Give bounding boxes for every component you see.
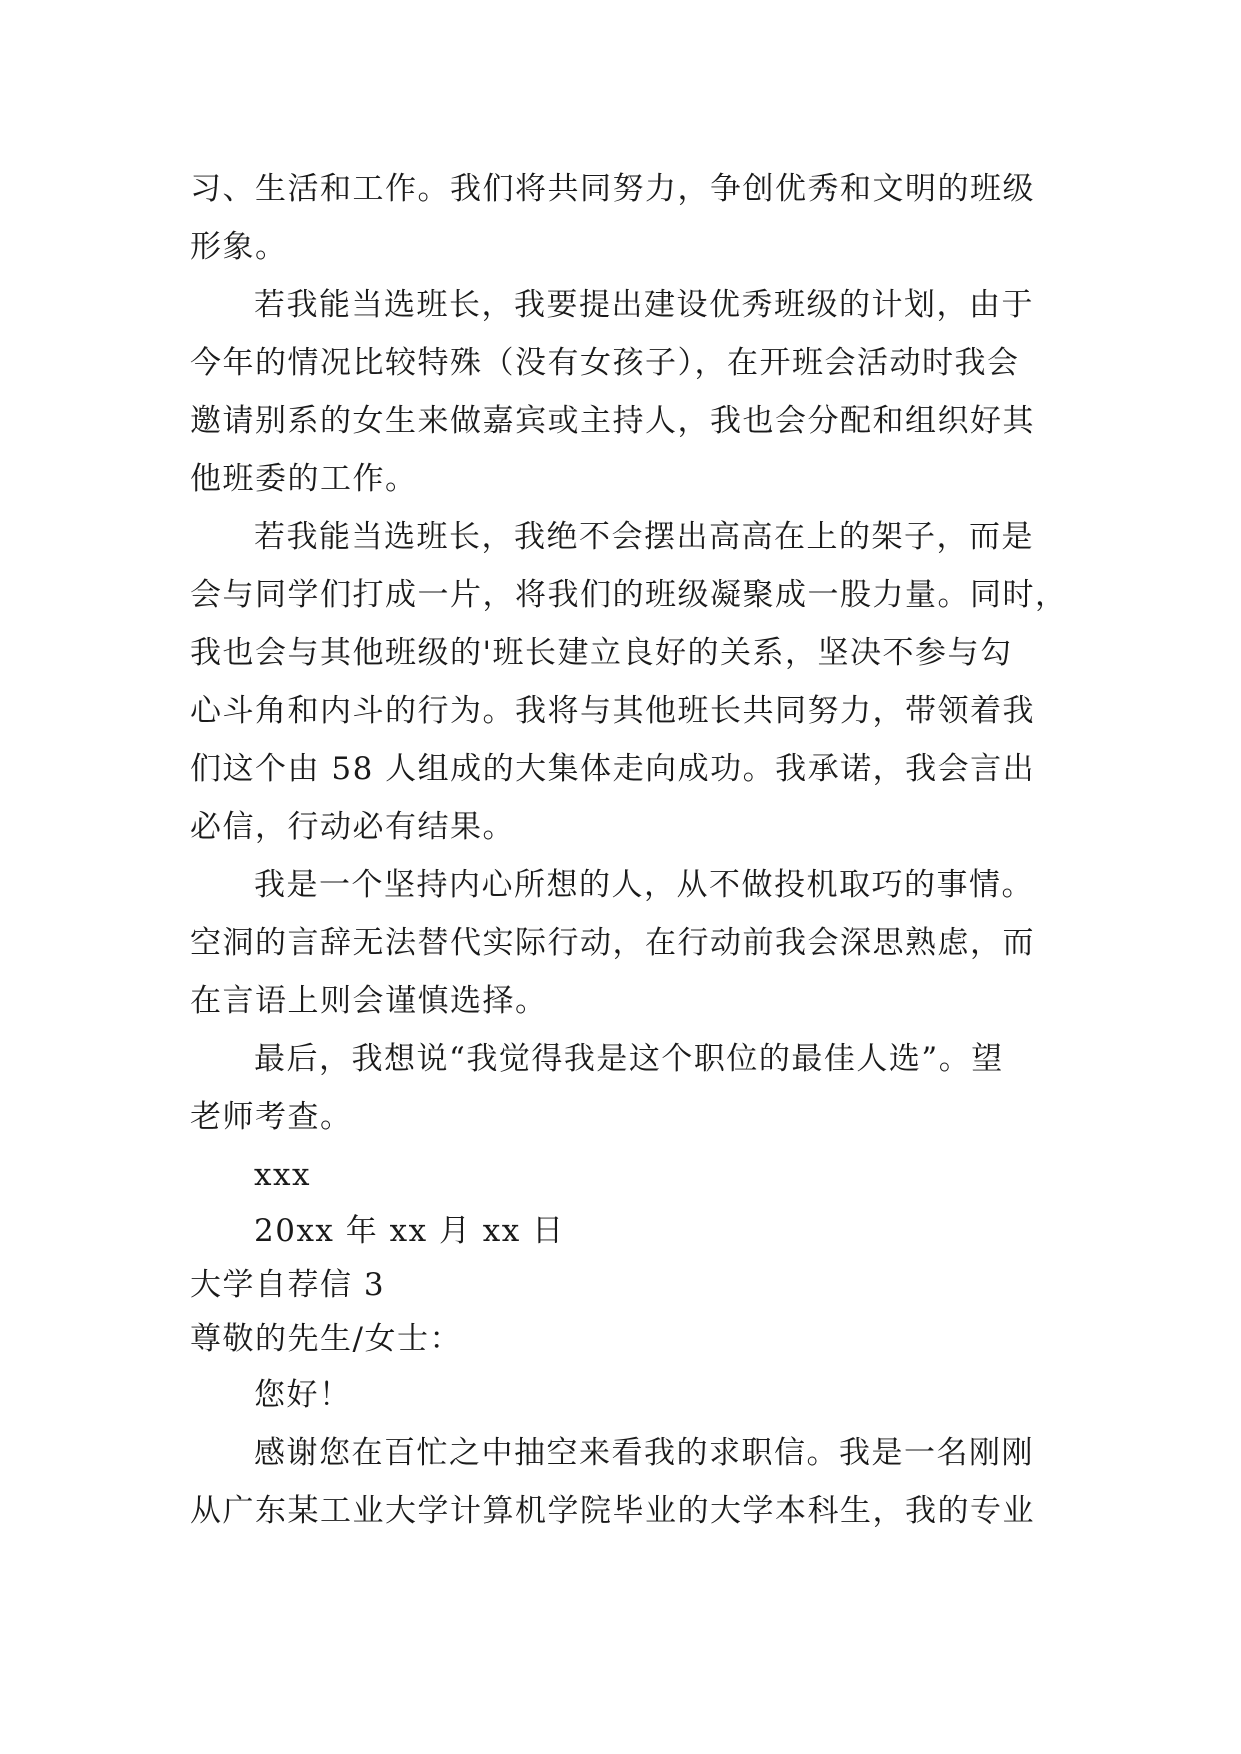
- section-heading: 大学自荐信 3: [190, 1267, 386, 1303]
- paragraph-line: 从广东某工业大学计算机学院毕业的大学本科生，我的专业: [190, 1493, 1035, 1529]
- salutation: 尊敬的先生/女士：: [190, 1321, 462, 1357]
- paragraph-line: 我也会与其他班级的'班长建立良好的关系，坚决不参与勾: [190, 635, 1013, 671]
- paragraph-line: 若我能当选班长，我绝不会摆出高高在上的架子，而是: [254, 519, 1034, 555]
- paragraph-line: 他班委的工作。: [190, 461, 418, 497]
- paragraph-line: 会与同学们打成一片，将我们的班级凝聚成一股力量。同时，: [190, 577, 1068, 613]
- signature-name: xxx: [254, 1157, 311, 1193]
- paragraph-line: 必信，行动必有结果。: [190, 809, 515, 845]
- paragraph-line: 邀请别系的女生来做嘉宾或主持人，我也会分配和组织好其: [190, 403, 1035, 439]
- paragraph-line: 们这个由 58 人组成的大集体走向成功。我承诺，我会言出: [190, 751, 1036, 787]
- paragraph-line: 我是一个坚持内心所想的人，从不做投机取巧的事情。: [254, 867, 1034, 903]
- paragraph-line: 空洞的言辞无法替代实际行动，在行动前我会深思熟虑，而: [190, 925, 1035, 961]
- paragraph-line: 最后，我想说“我觉得我是这个职位的最佳人选”。望: [254, 1041, 1004, 1077]
- paragraph-line: 今年的情况比较特殊（没有女孩子），在开班会活动时我会: [190, 345, 1020, 381]
- paragraph-line: 在言语上则会谨慎选择。: [190, 983, 548, 1019]
- document-body: [190, 160, 1068, 1540]
- paragraph-line: 若我能当选班长，我要提出建设优秀班级的计划，由于: [254, 287, 1034, 323]
- greeting: 您好！: [254, 1377, 352, 1413]
- paragraph-line: 感谢您在百忙之中抽空来看我的求职信。我是一名刚刚: [254, 1435, 1034, 1471]
- paragraph-line: 形象。: [190, 229, 288, 265]
- signature-date: 20xx 年 xx 月 xx 日: [254, 1213, 565, 1249]
- paragraph-line: 老师考查。: [190, 1099, 353, 1135]
- paragraph-line: 习、生活和工作。我们将共同努力，争创优秀和文明的班级: [190, 171, 1035, 207]
- paragraph-line: 心斗角和内斗的行为。我将与其他班长共同努力，带领着我: [190, 693, 1035, 729]
